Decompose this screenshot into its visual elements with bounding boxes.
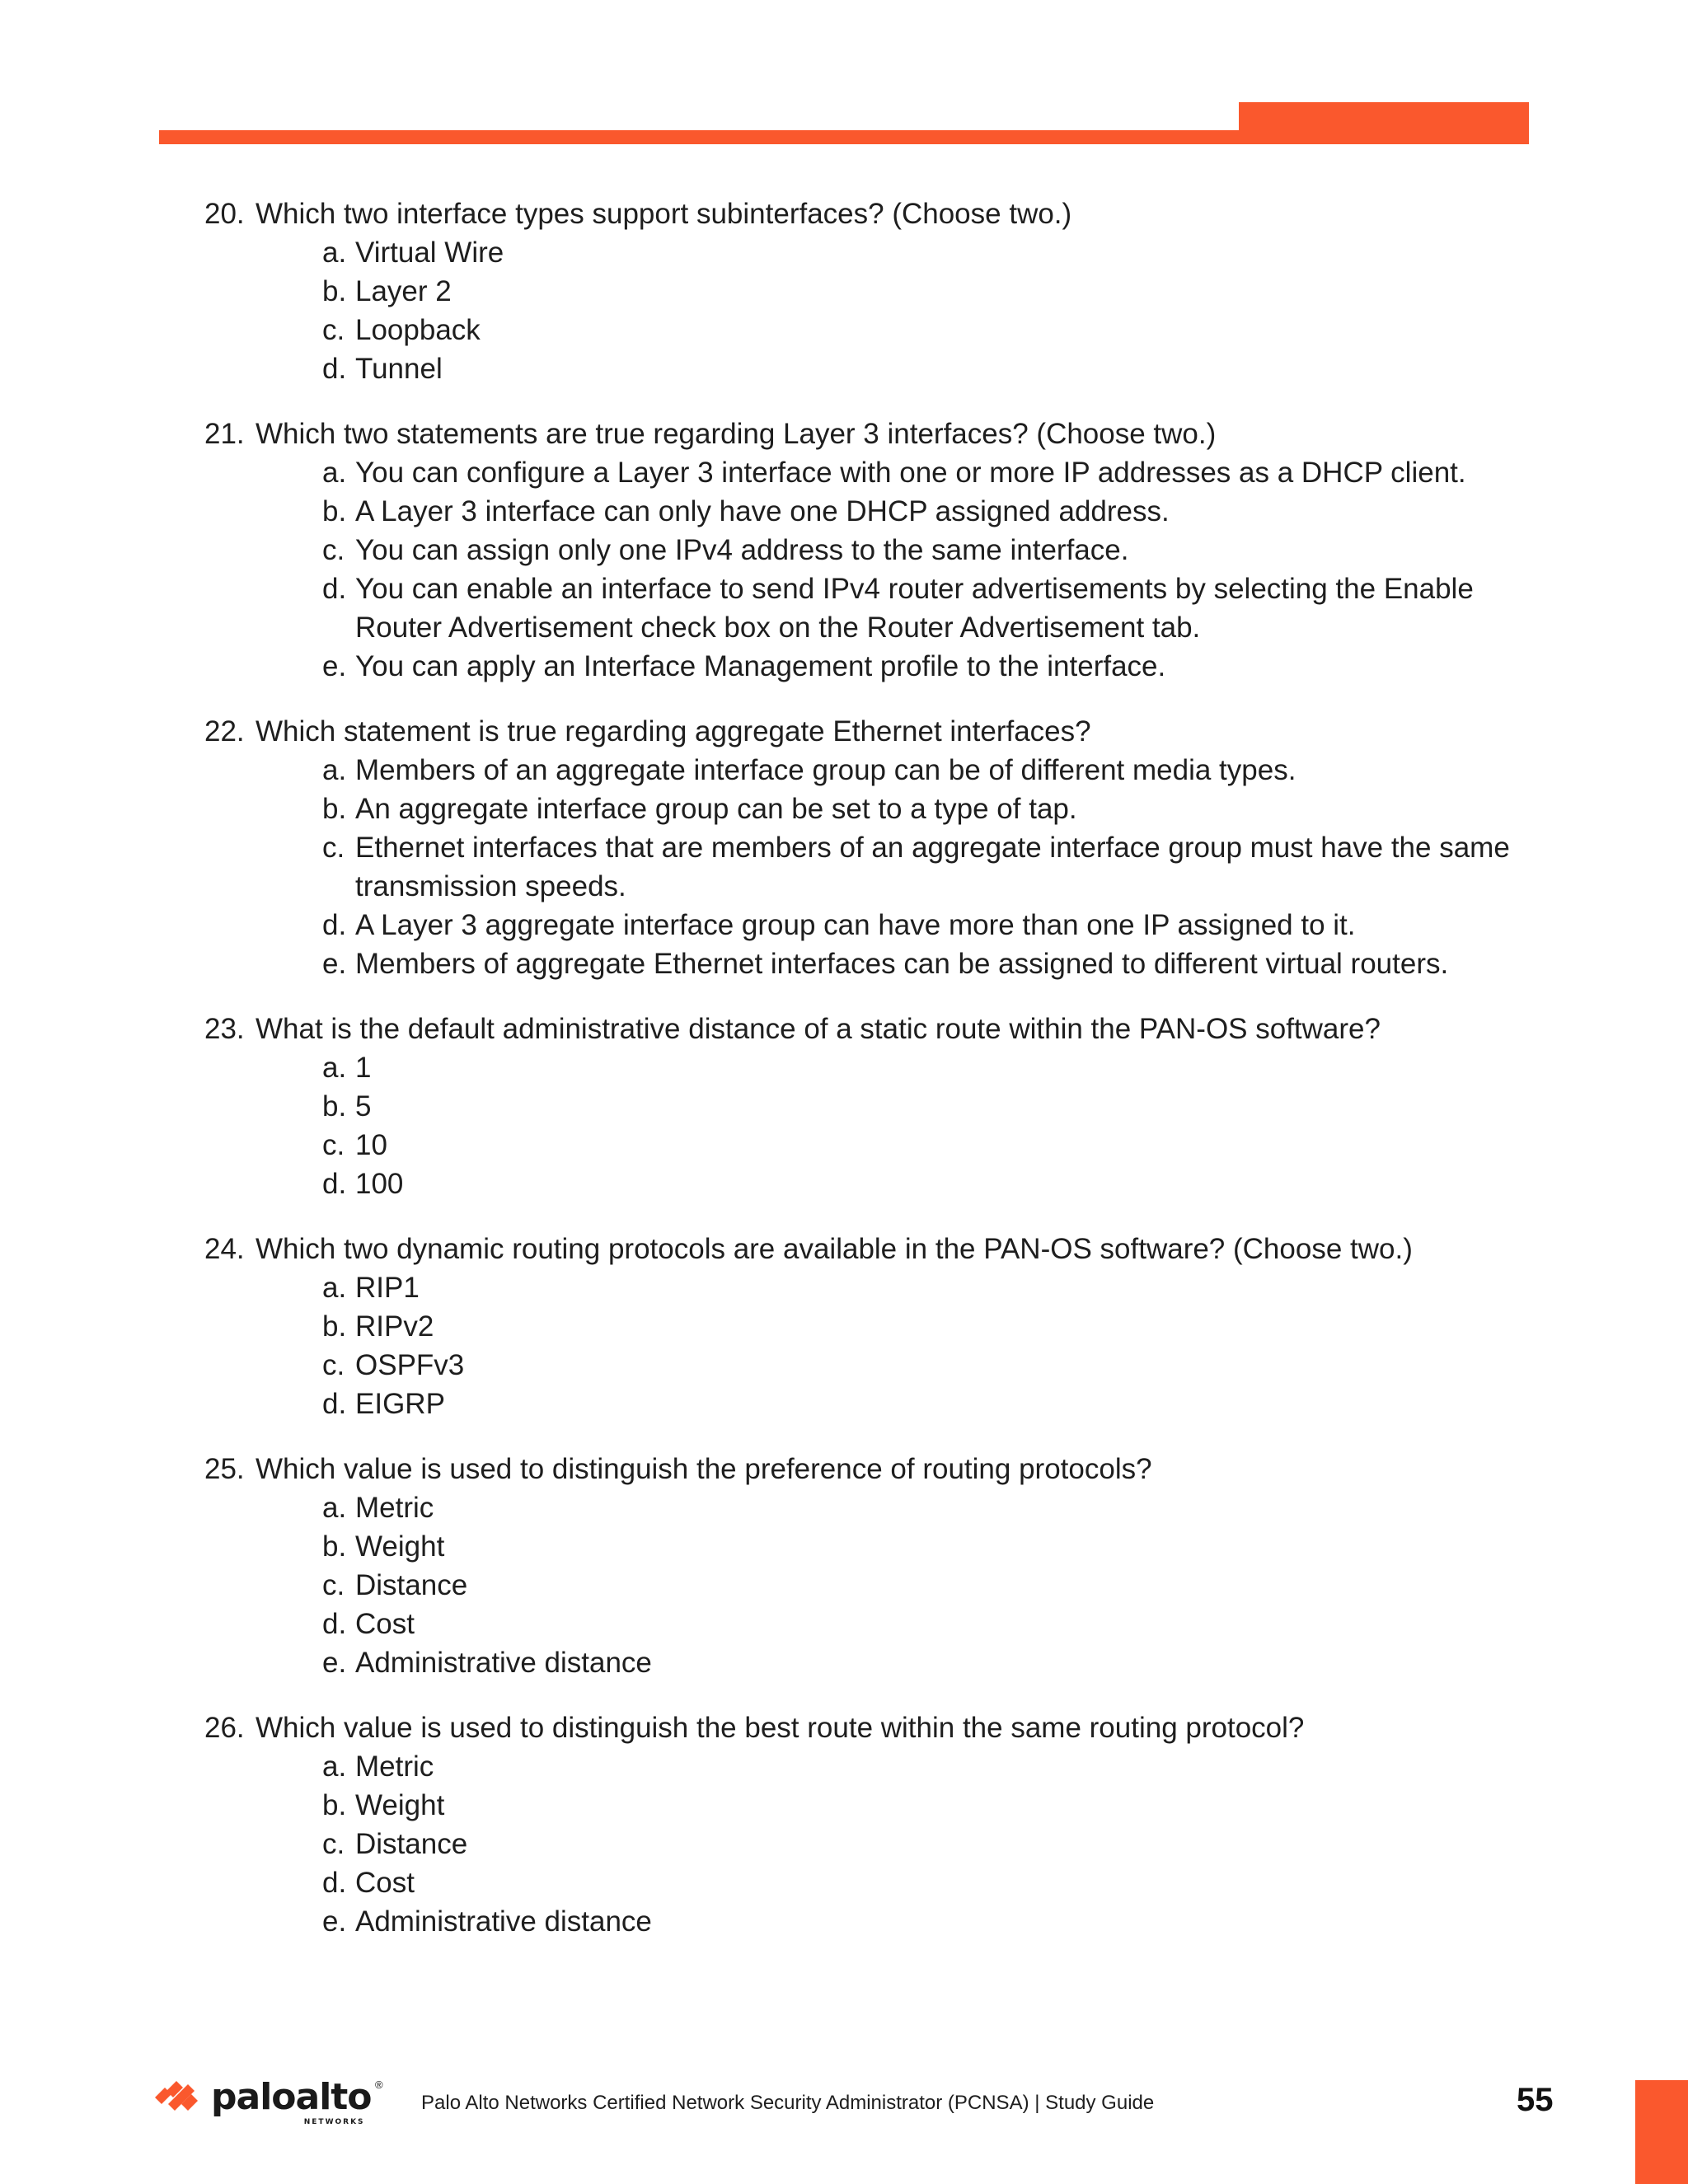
answer-option (204, 1863, 1540, 1902)
answer-option (204, 492, 1540, 531)
question-stem (204, 1010, 1540, 1048)
answer-option (204, 1566, 1540, 1605)
page-side-tab (1635, 2080, 1688, 2184)
option-letter: d. (322, 1168, 347, 1200)
option-letter: b. (322, 495, 347, 527)
option-text: Cost (355, 1867, 415, 1899)
option-letter: c. (322, 1349, 345, 1381)
option-letter: d. (322, 353, 347, 385)
answer-option (204, 349, 1540, 388)
question-text: Which two interface types support subinterfaces? (Choose two.) (256, 198, 1072, 230)
answer-option (204, 1747, 1540, 1786)
answer-option (204, 1126, 1540, 1165)
option-text: Administrative distance (355, 1647, 652, 1679)
answer-option (204, 272, 1540, 311)
question-stem (204, 1230, 1540, 1268)
answer-option (204, 1605, 1540, 1643)
option-text: Tunnel (355, 353, 443, 385)
option-text: Cost (355, 1608, 415, 1640)
option-letter: a. (322, 1272, 347, 1304)
option-letter: a. (322, 754, 347, 786)
question-text: Which value is used to distinguish the best route within the same routing protocol? (256, 1712, 1305, 1744)
answer-option (204, 1488, 1540, 1527)
option-letter: c. (322, 314, 345, 346)
option-text: Members of aggregate Ethernet interfaces can be assigned to different virtual routers. (355, 948, 1449, 980)
option-letter: b. (322, 1090, 347, 1122)
answer-option (204, 569, 1540, 647)
question-number: 22. (204, 715, 245, 748)
option-letter: d. (322, 1867, 347, 1899)
answer-option (204, 1346, 1540, 1385)
answer-option (204, 1268, 1540, 1307)
answer-option (204, 1643, 1540, 1682)
option-text: A Layer 3 interface can only have one DHCP assigned address. (355, 495, 1170, 527)
option-text: You can enable an interface to send IPv4 router advertisements by selecting the Enable Router Advertisement check box on the Router Advertisement tab. (355, 573, 1474, 644)
answer-option (204, 1527, 1540, 1566)
question-number: 21. (204, 418, 245, 450)
question-item (204, 1450, 1540, 1682)
option-text: You can configure a Layer 3 interface with one or more IP addresses as a DHCP client. (355, 457, 1466, 489)
option-text: 1 (355, 1052, 372, 1084)
option-text: RIP1 (355, 1272, 420, 1304)
option-letter: c. (322, 534, 345, 566)
option-text: Virtual Wire (355, 237, 504, 269)
logo-wordmark: paloalto (211, 2076, 372, 2118)
option-letter: a. (322, 237, 347, 269)
answer-option (204, 906, 1540, 944)
option-text: You can apply an Interface Management profile to the interface. (355, 650, 1166, 682)
logo-subtitle: NETWORKS (303, 2118, 365, 2126)
option-text: A Layer 3 aggregate interface group can have more than one IP assigned to it. (355, 909, 1356, 941)
option-letter: d. (322, 909, 347, 941)
question-number: 20. (204, 198, 245, 230)
question-stem (204, 194, 1540, 233)
answer-option (204, 1825, 1540, 1863)
question-stem (204, 712, 1540, 751)
answer-option (204, 790, 1540, 828)
option-text: Metric (355, 1492, 434, 1524)
question-number: 25. (204, 1453, 245, 1485)
option-text: Administrative distance (355, 1905, 652, 1938)
option-text: EIGRP (355, 1388, 445, 1420)
option-text: You can assign only one IPv4 address to the same interface. (355, 534, 1129, 566)
question-number: 23. (204, 1013, 245, 1045)
option-text: Ethernet interfaces that are members of an aggregate interface group must have the same transmission speeds. (355, 832, 1510, 902)
option-letter: e. (322, 650, 347, 682)
answer-option (204, 944, 1540, 983)
answer-option (204, 647, 1540, 686)
question-item (204, 1708, 1540, 1941)
question-stem (204, 415, 1540, 453)
option-letter: c. (322, 832, 345, 864)
header-accent-block (1239, 102, 1529, 144)
option-letter: b. (322, 1789, 347, 1821)
answer-option (204, 1385, 1540, 1423)
option-letter: d. (322, 573, 347, 605)
option-letter: a. (322, 1052, 347, 1084)
question-stem (204, 1708, 1540, 1747)
question-item (204, 712, 1540, 983)
answer-option (204, 233, 1540, 272)
answer-option (204, 1048, 1540, 1087)
answer-option (204, 1165, 1540, 1203)
option-text: Layer 2 (355, 275, 452, 307)
question-number: 24. (204, 1233, 245, 1265)
option-letter: a. (322, 1750, 347, 1783)
option-text: OSPFv3 (355, 1349, 465, 1381)
page-number: 55 (1517, 2082, 1554, 2118)
option-letter: b. (322, 1530, 347, 1563)
question-number: 26. (204, 1712, 245, 1744)
option-text: Distance (355, 1569, 468, 1601)
option-text: 100 (355, 1168, 404, 1200)
option-letter: c. (322, 1828, 345, 1860)
paloalto-logo (153, 2076, 383, 2126)
answer-option (204, 828, 1540, 906)
option-text: An aggregate interface group can be set to a type of tap. (355, 793, 1077, 825)
header-accent-bar (159, 130, 1239, 144)
option-text: Weight (355, 1530, 445, 1563)
option-letter: b. (322, 1310, 347, 1343)
option-text: Distance (355, 1828, 468, 1860)
option-text: Loopback (355, 314, 481, 346)
question-text: Which value is used to distinguish the preference of routing protocols? (256, 1453, 1152, 1485)
question-list (204, 194, 1540, 1967)
option-letter: e. (322, 1647, 347, 1679)
option-text: RIPv2 (355, 1310, 434, 1343)
question-item (204, 194, 1540, 388)
answer-option (204, 1087, 1540, 1126)
question-item (204, 415, 1540, 686)
option-letter: e. (322, 948, 347, 980)
option-text: Weight (355, 1789, 445, 1821)
question-text: Which statement is true regarding aggregate Ethernet interfaces? (256, 715, 1091, 748)
question-item (204, 1230, 1540, 1423)
answer-option (204, 311, 1540, 349)
question-stem (204, 1450, 1540, 1488)
option-letter: c. (322, 1569, 345, 1601)
option-text: Metric (355, 1750, 434, 1783)
paloalto-logo-icon (153, 2079, 204, 2116)
option-letter: a. (322, 1492, 347, 1524)
option-letter: b. (322, 793, 347, 825)
option-text: 10 (355, 1129, 387, 1161)
question-text: Which two statements are true regarding Layer 3 interfaces? (Choose two.) (256, 418, 1217, 450)
question-text: Which two dynamic routing protocols are available in the PAN-OS software? (Choose two.) (256, 1233, 1413, 1265)
option-letter: d. (322, 1388, 347, 1420)
option-letter: b. (322, 275, 347, 307)
question-text: What is the default administrative distance of a static route within the PAN-OS software? (256, 1013, 1381, 1045)
answer-option (204, 1307, 1540, 1346)
option-text: Members of an aggregate interface group can be of different media types. (355, 754, 1296, 786)
answer-option (204, 1902, 1540, 1941)
option-letter: c. (322, 1129, 345, 1161)
logo-registered-mark: ® (374, 2079, 383, 2091)
option-letter: a. (322, 457, 347, 489)
answer-option (204, 1786, 1540, 1825)
answer-option (204, 751, 1540, 790)
answer-option (204, 453, 1540, 492)
option-letter: d. (322, 1608, 347, 1640)
option-letter: e. (322, 1905, 347, 1938)
question-item (204, 1010, 1540, 1203)
option-text: 5 (355, 1090, 372, 1122)
answer-option (204, 531, 1540, 569)
footer-document-title: Palo Alto Networks Certified Network Security Administrator (PCNSA) | Study Guide (421, 2092, 1155, 2114)
